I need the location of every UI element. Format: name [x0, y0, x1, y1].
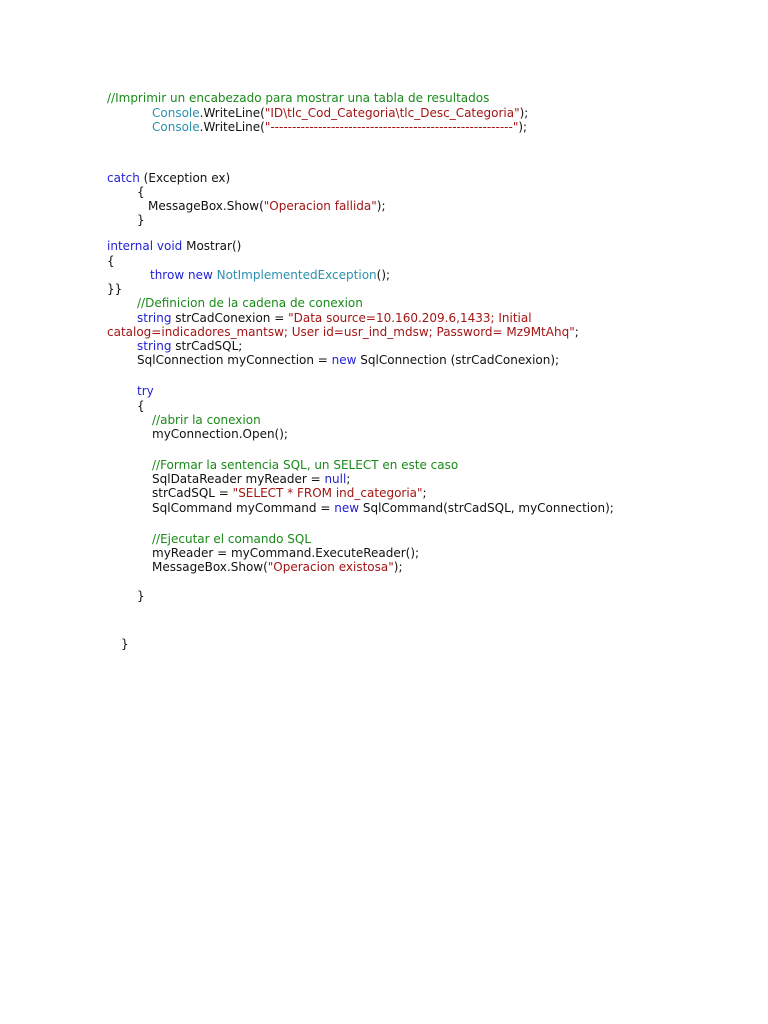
code-token-plain: (Exception ex) — [139, 171, 231, 185]
code-token-plain: .WriteLine( — [199, 106, 265, 120]
code-token-comment: //abrir la conexion — [152, 413, 261, 427]
code-line-sql-string-decl — [137, 339, 242, 353]
code-line-datareader-decl — [152, 472, 350, 486]
code-token-keyword: new — [331, 353, 357, 367]
code-line-method-close-braces — [107, 282, 122, 296]
code-line-sql-assign — [152, 486, 427, 500]
code-line-throw-line — [150, 268, 390, 282]
code-token-comment: //Formar la sentencia SQL, un SELECT en este caso — [152, 458, 459, 472]
code-token-plain: SqlCommand(strCadSQL, myConnection); — [359, 501, 614, 515]
code-line-catch-close-brace — [137, 213, 145, 227]
code-token-plain: { — [107, 254, 115, 268]
code-line-try-close-brace — [137, 589, 145, 603]
code-token-type: NotImplementedException — [216, 268, 377, 282]
code-token-plain: SqlCommand myCommand = — [152, 501, 335, 515]
code-token-comment: //Imprimir un encabezado para mostrar una tabla de resultados — [107, 91, 490, 105]
code-token-plain: SqlConnection (strCadConexion); — [356, 353, 560, 367]
code-token-string: "Operacion fallida" — [263, 199, 377, 213]
code-token-plain: { — [137, 185, 145, 199]
code-token-plain: ; — [422, 486, 427, 500]
code-line-comment-open-conn — [152, 413, 261, 427]
code-token-string: "SELECT * FROM ind_categoria" — [232, 486, 423, 500]
code-line-try-line — [137, 384, 154, 398]
code-token-plain: } — [137, 213, 145, 227]
code-token-plain: } — [121, 637, 129, 651]
code-token-plain: ; — [346, 472, 351, 486]
code-token-plain: { — [137, 399, 145, 413]
code-line-comment-conn-string — [137, 296, 363, 310]
code-token-comment: //Ejecutar el comando SQL — [152, 532, 312, 546]
code-line-try-open-brace — [137, 399, 145, 413]
code-token-plain: ); — [376, 199, 386, 213]
code-line-conn-string-cont — [107, 325, 579, 339]
code-token-plain: SqlDataReader myReader = — [152, 472, 325, 486]
code-token-plain: ); — [519, 106, 529, 120]
code-token-keyword: void — [156, 239, 183, 253]
code-line-conn-string-decl — [137, 311, 532, 325]
code-line-messagebox-success — [152, 560, 403, 574]
code-token-plain: strCadSQL; — [171, 339, 243, 353]
code-line-comment-exec-sql — [152, 532, 311, 546]
code-token-type: Console — [152, 106, 200, 120]
code-token-keyword: new — [187, 268, 213, 282]
code-token-comment: //Definicion de la cadena de conexion — [137, 296, 363, 310]
code-token-plain: } — [137, 589, 145, 603]
code-token-string: "Data source=10.160.209.6,1433; Initial — [288, 311, 532, 325]
code-token-string: catalog=indicadores_mantsw; User id=usr_ind_mdsw; Password= Mz9MtAhq" — [107, 325, 575, 339]
code-line-catch-open-brace — [137, 185, 145, 199]
code-token-string: "Operacion existosa" — [267, 560, 394, 574]
code-token-plain: }} — [107, 282, 123, 296]
code-token-keyword: new — [334, 501, 360, 515]
code-token-keyword: catch — [107, 171, 140, 185]
code-token-plain: strCadConexion = — [171, 311, 289, 325]
code-token-plain: (); — [376, 268, 391, 282]
code-token-keyword: string — [137, 339, 172, 353]
code-token-plain: strCadSQL = — [152, 486, 233, 500]
code-token-string: "ID\tlc_Cod_Categoria\tlc_Desc_Categoria" — [264, 106, 520, 120]
code-line-sqlconnection-decl — [137, 353, 559, 367]
code-token-keyword: string — [137, 311, 172, 325]
code-token-keyword: internal — [107, 239, 154, 253]
code-token-plain: MessageBox.Show( — [152, 560, 268, 574]
code-token-type: Console — [152, 120, 200, 134]
code-line-open-conn-call — [152, 427, 288, 441]
code-token-plain: Mostrar() — [182, 239, 242, 253]
code-token-string: "--------------------------------------------------------" — [264, 120, 519, 134]
code-line-comment-header — [107, 91, 489, 105]
code-token-keyword: try — [137, 384, 154, 398]
code-token-keyword: null — [324, 472, 347, 486]
code-token-plain: SqlConnection myConnection = — [137, 353, 332, 367]
code-line-execute-reader — [152, 546, 419, 560]
code-token-plain: ); — [518, 120, 528, 134]
code-line-catch-line — [107, 171, 230, 185]
code-line-method-signature — [107, 239, 241, 253]
code-token-plain: ); — [393, 560, 403, 574]
code-token-plain: .WriteLine( — [199, 120, 265, 134]
code-line-console-writeline-2 — [152, 120, 527, 134]
code-token-plain: ; — [574, 325, 579, 339]
code-line-method-open-brace — [107, 254, 115, 268]
code-token-plain: myConnection.Open(); — [152, 427, 288, 441]
code-token-plain: MessageBox.Show( — [148, 199, 264, 213]
code-token-plain: myReader = myCommand.ExecuteReader(); — [152, 546, 420, 560]
code-line-console-writeline-1 — [152, 106, 528, 120]
code-line-final-close-brace — [121, 637, 129, 651]
code-line-comment-sql-sentence — [152, 458, 458, 472]
code-token-keyword: throw — [150, 268, 185, 282]
code-line-messagebox-fail — [148, 199, 386, 213]
code-line-sqlcommand-decl — [152, 501, 614, 515]
